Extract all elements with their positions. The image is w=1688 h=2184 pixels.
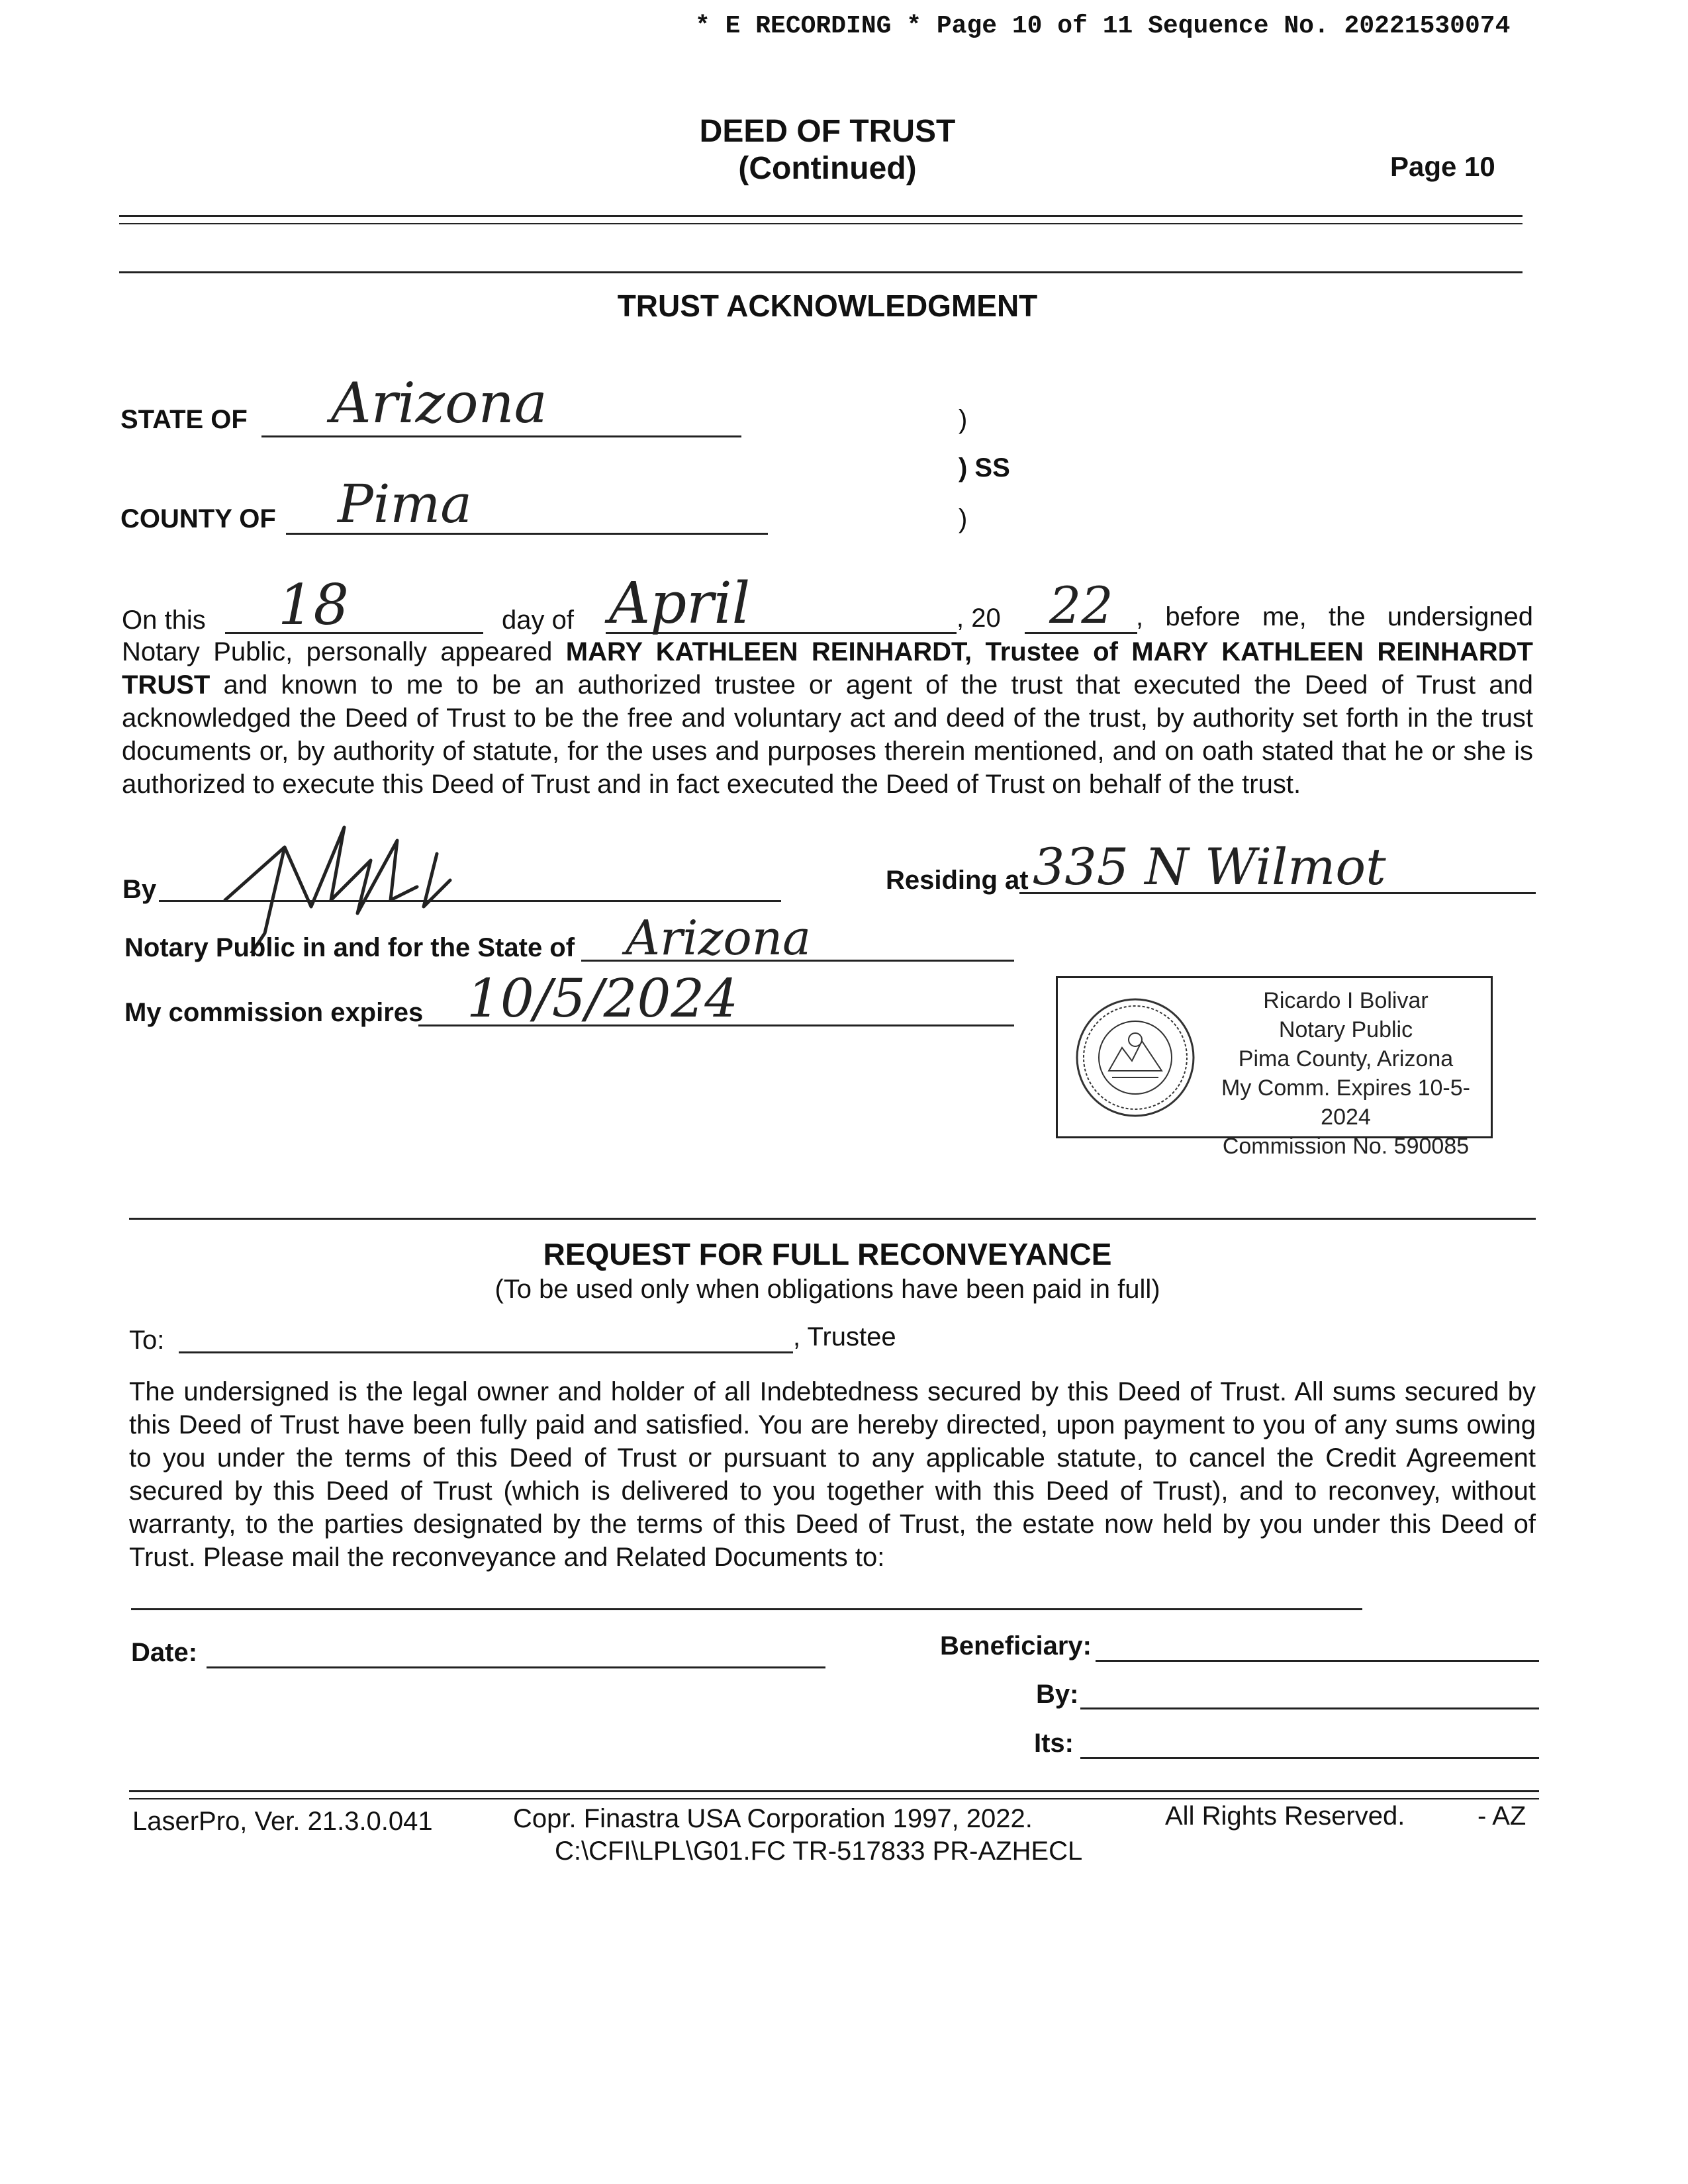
notary-stamp-name: Ricardo I Bolivar — [1263, 988, 1429, 1013]
residing-label: Residing at — [886, 866, 1029, 895]
before-me-text: , before me, the undersigned — [1136, 602, 1533, 631]
notary-signature — [199, 801, 569, 953]
notary-seal-stamp — [1056, 976, 1493, 1159]
by-label: By — [122, 875, 157, 904]
year-prefix: , 20 — [957, 604, 1001, 633]
recording-stamp: * E RECORDING * Page 10 of 11 Sequence No. 20221530074 — [695, 12, 1511, 40]
notary-state-handwritten: Arizona — [626, 910, 812, 966]
header-rule-2 — [119, 223, 1523, 224]
date-label: Date: — [131, 1638, 198, 1667]
document-title: DEED OF TRUST — [699, 114, 956, 149]
to-label: To: — [129, 1326, 165, 1355]
reconveyance-rule — [129, 1218, 1536, 1220]
commission-label: My commission expires — [124, 998, 424, 1027]
its-underline — [1080, 1757, 1539, 1759]
year-handwritten: 22 — [1049, 576, 1113, 635]
notary-stamp-commission: Commission No. 590085 — [1222, 1134, 1470, 1159]
by-sign-label: By: — [1036, 1680, 1079, 1709]
mail-to-underline — [131, 1608, 1362, 1610]
ss-marker: ) SS — [959, 453, 1010, 482]
trustee-label: , Trustee — [793, 1322, 896, 1351]
state-handwritten: Arizona — [331, 371, 547, 435]
month-handwritten: April — [609, 570, 751, 637]
notary-stamp-county: Pima County, Arizona — [1238, 1046, 1454, 1071]
county-label: COUNTY OF — [120, 504, 276, 533]
beneficiary-label: Beneficiary: — [940, 1631, 1092, 1661]
reconveyance-title: REQUEST FOR FULL RECONVEYANCE — [543, 1237, 1112, 1271]
bracket-paren: ) — [959, 504, 968, 533]
footer-file-code: C:\CFI\LPL\G01.FC TR-517833 PR-AZHECL — [555, 1837, 1083, 1866]
footer-rights: All Rights Reserved. — [1165, 1801, 1405, 1831]
section-rule — [119, 271, 1523, 273]
state-label: STATE OF — [120, 405, 248, 434]
its-label: Its: — [1034, 1729, 1074, 1758]
day-underline — [225, 632, 483, 634]
arizona-seal-icon — [1072, 995, 1198, 1120]
beneficiary-underline — [1096, 1660, 1539, 1662]
commission-handwritten: 10/5/2024 — [467, 968, 739, 1029]
section-title-acknowledgment: TRUST ACKNOWLEDGMENT — [617, 289, 1038, 323]
residing-handwritten: 335 N Wilmot — [1033, 837, 1386, 896]
to-underline — [179, 1351, 793, 1353]
acknowledgment-body: Notary Public, personally appeared MARY KATHLEEN REINHARDT, Trustee of MARY KATHLEEN REINHARDT TRUST and known to me to be an authorized trustee or agent of the trust that executed the Deed of Trust and acknowledged the Deed of Trust to be the free and voluntary act and deed of the trust, by authority set forth in the trust documents or, by authority of statute, for the uses and purposes therein mentioned, and on oath stated that he or she is authorized to execute this Deed of Trust and in fact executed the Deed of Trust on behalf of the trust. — [122, 637, 1533, 799]
by-underline — [1080, 1707, 1539, 1709]
county-handwritten: Pima — [338, 473, 472, 535]
reconveyance-subtitle: (To be used only when obligations have been paid in full) — [494, 1275, 1160, 1304]
day-of-label: day of — [502, 606, 574, 635]
document-subtitle: (Continued) — [738, 151, 917, 186]
reconveyance-body: The undersigned is the legal owner and holder of all Indebtedness secured by this Deed of Trust. All sums secured by this Deed of Trust have been fully paid and satisfied. You are hereby directed, upon payment to you of any sums owing to you under the terms of this Deed of Trust or pursuant to any applicable statute, to cancel the Credit Agreement secured by this Deed of Trust (which is delivered to you together with this Deed of Trust), and to reconvey, without warranty, to the parties designated by the terms of this Deed of Trust, the estate now held by you under this Deed of Trust. Please mail the reconveyance and Related Documents to: — [129, 1377, 1536, 1572]
notary-stamp-expires: My Comm. Expires 10-5-2024 — [1221, 1075, 1470, 1130]
header-rule-1 — [119, 215, 1523, 217]
day-handwritten: 18 — [278, 572, 349, 637]
notary-state-label: Notary Public in and for the State of — [124, 933, 575, 962]
footer-version: LaserPro, Ver. 21.3.0.041 — [132, 1807, 433, 1836]
notary-stamp-title: Notary Public — [1278, 1017, 1413, 1042]
bracket-paren: ) — [959, 405, 968, 434]
footer-rule-1 — [129, 1790, 1539, 1792]
on-this-label: On this — [122, 606, 206, 635]
footer-rule-2 — [129, 1798, 1539, 1799]
page-number: Page 10 — [1390, 151, 1495, 182]
date-underline — [207, 1666, 825, 1668]
state-underline — [261, 435, 741, 437]
footer-state: - AZ — [1477, 1801, 1526, 1831]
footer-copyright: Copr. Finastra USA Corporation 1997, 2022. — [513, 1804, 1033, 1833]
